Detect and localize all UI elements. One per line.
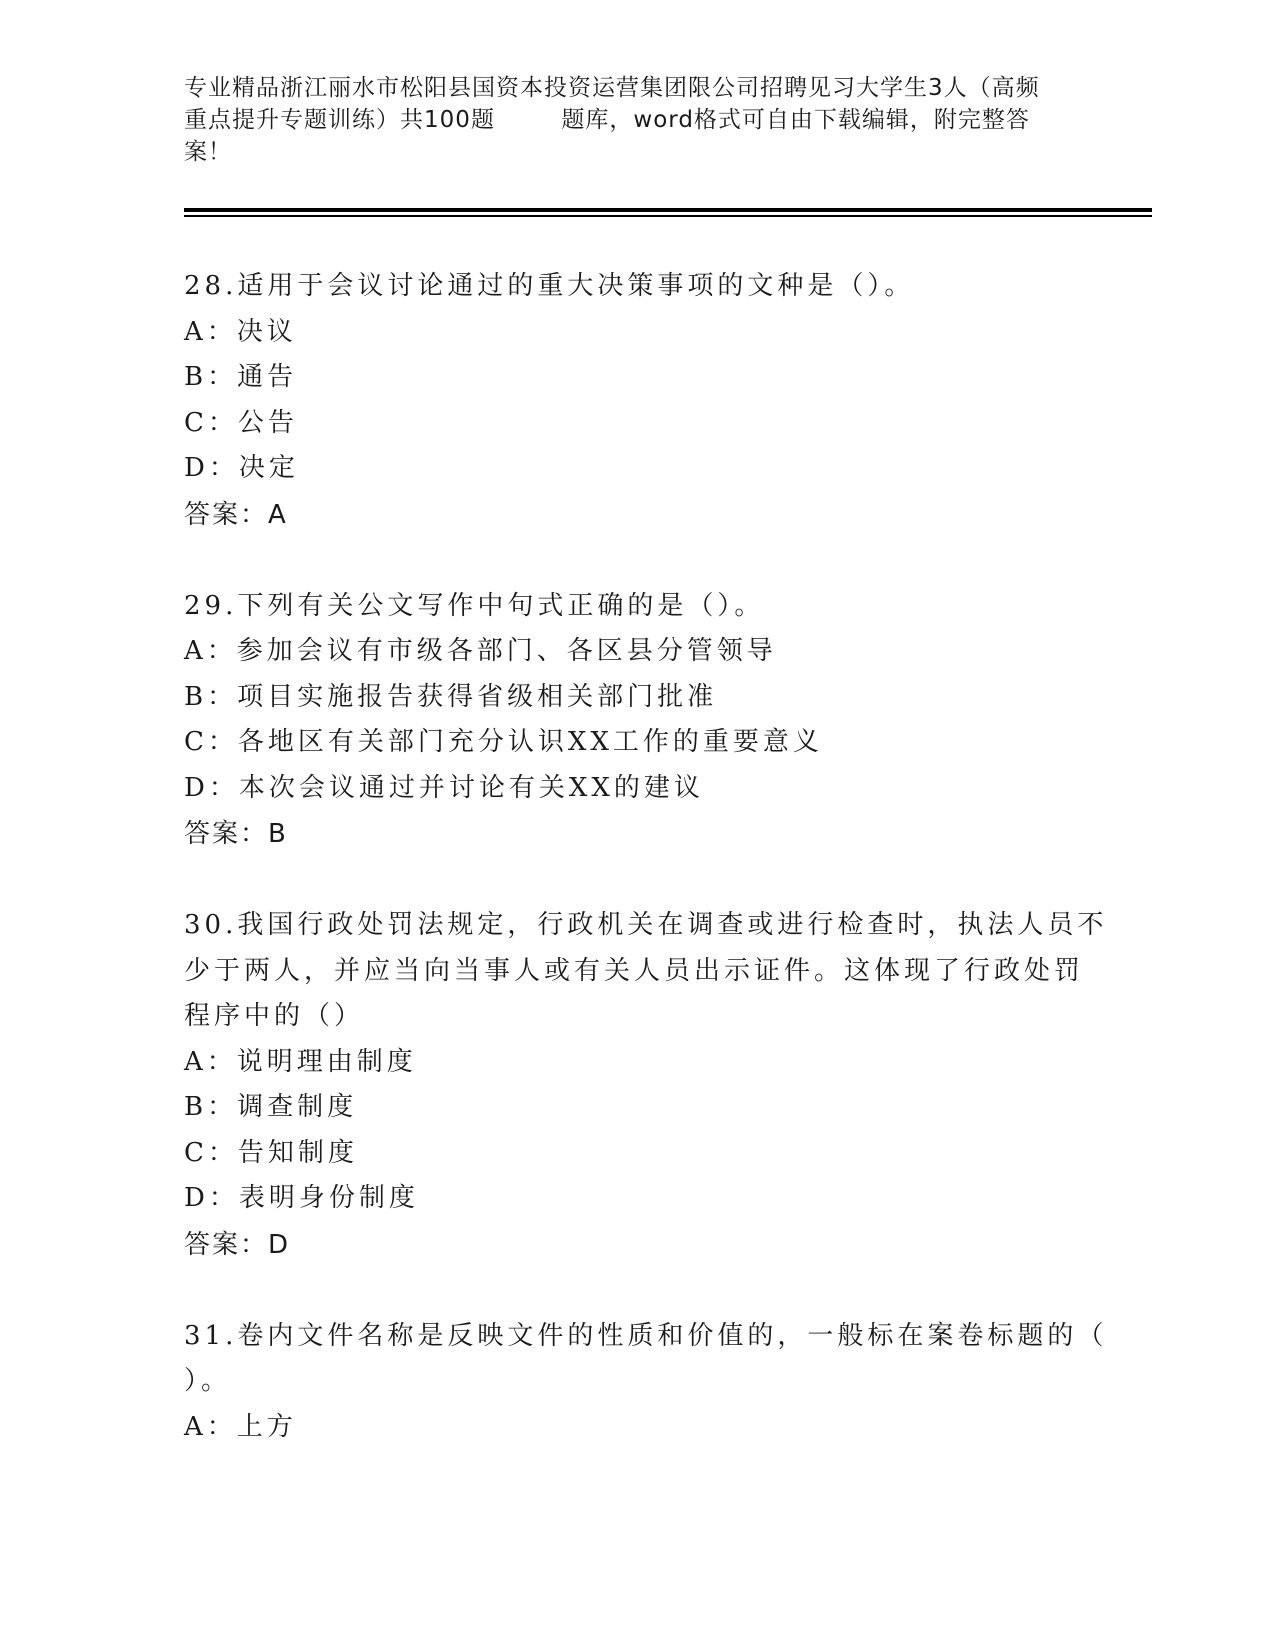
question-28	[184, 264, 1084, 538]
option-d: D：决定	[184, 453, 299, 483]
option-c: C：公告	[184, 407, 298, 438]
question-text: 少于两人，并应当向当事人或有关人员出示证件。这体现了行政处罚	[184, 955, 1085, 986]
question-list	[184, 264, 1108, 1496]
question-30	[184, 903, 1108, 1268]
question-29	[184, 584, 1084, 858]
answer: 答案：A	[184, 499, 288, 530]
option-c: C：告知制度	[184, 1137, 358, 1168]
option-b: B：项目实施报告获得省级相关部门批准	[184, 681, 718, 712]
answer: 答案：B	[184, 819, 288, 849]
option-a: A：决议	[184, 316, 297, 347]
question-text: 28.适用于会议讨论通过的重大决策事项的文种是（）。	[184, 271, 915, 301]
question-text: ）。	[184, 1366, 232, 1396]
option-a: A：说明理由制度	[184, 1046, 417, 1077]
document-header	[184, 72, 1084, 168]
option-d: D：表明身份制度	[184, 1183, 419, 1213]
header-divider-thick	[184, 208, 1152, 212]
question-31	[184, 1314, 1108, 1451]
option-a: A：上方	[184, 1411, 297, 1442]
option-c: C：各地区有关部门充分认识XX工作的重要意义	[184, 727, 823, 757]
option-d: D：本次会议通过并讨论有关XX的建议	[184, 772, 704, 803]
header-line: 案！	[184, 139, 232, 165]
option-a: A：参加会议有市级各部门、各区县分管领导	[184, 636, 777, 666]
answer: 答案：D	[184, 1229, 291, 1260]
header-divider-thin	[184, 215, 1152, 217]
question-text: 31.卷内文件名称是反映文件的性质和价值的，一般标在案卷标题的（	[184, 1320, 1108, 1351]
question-text: 30.我国行政处罚法规定，行政机关在调查或进行检查时，执法人员不	[184, 910, 1108, 940]
header-line: 重点提升专题训练）共100题 题库，word格式可自由下载编辑，附完整答	[184, 107, 1030, 133]
question-text: 程序中的（）	[184, 1001, 365, 1031]
option-b: B：调查制度	[184, 1092, 358, 1122]
header-line: 专业精品浙江丽水市松阳县国资本投资运营集团限公司招聘见习大学生3人（高频	[184, 75, 1040, 101]
option-b: B：通告	[184, 362, 298, 392]
question-text: 29.下列有关公文写作中句式正确的是（）。	[184, 590, 765, 621]
